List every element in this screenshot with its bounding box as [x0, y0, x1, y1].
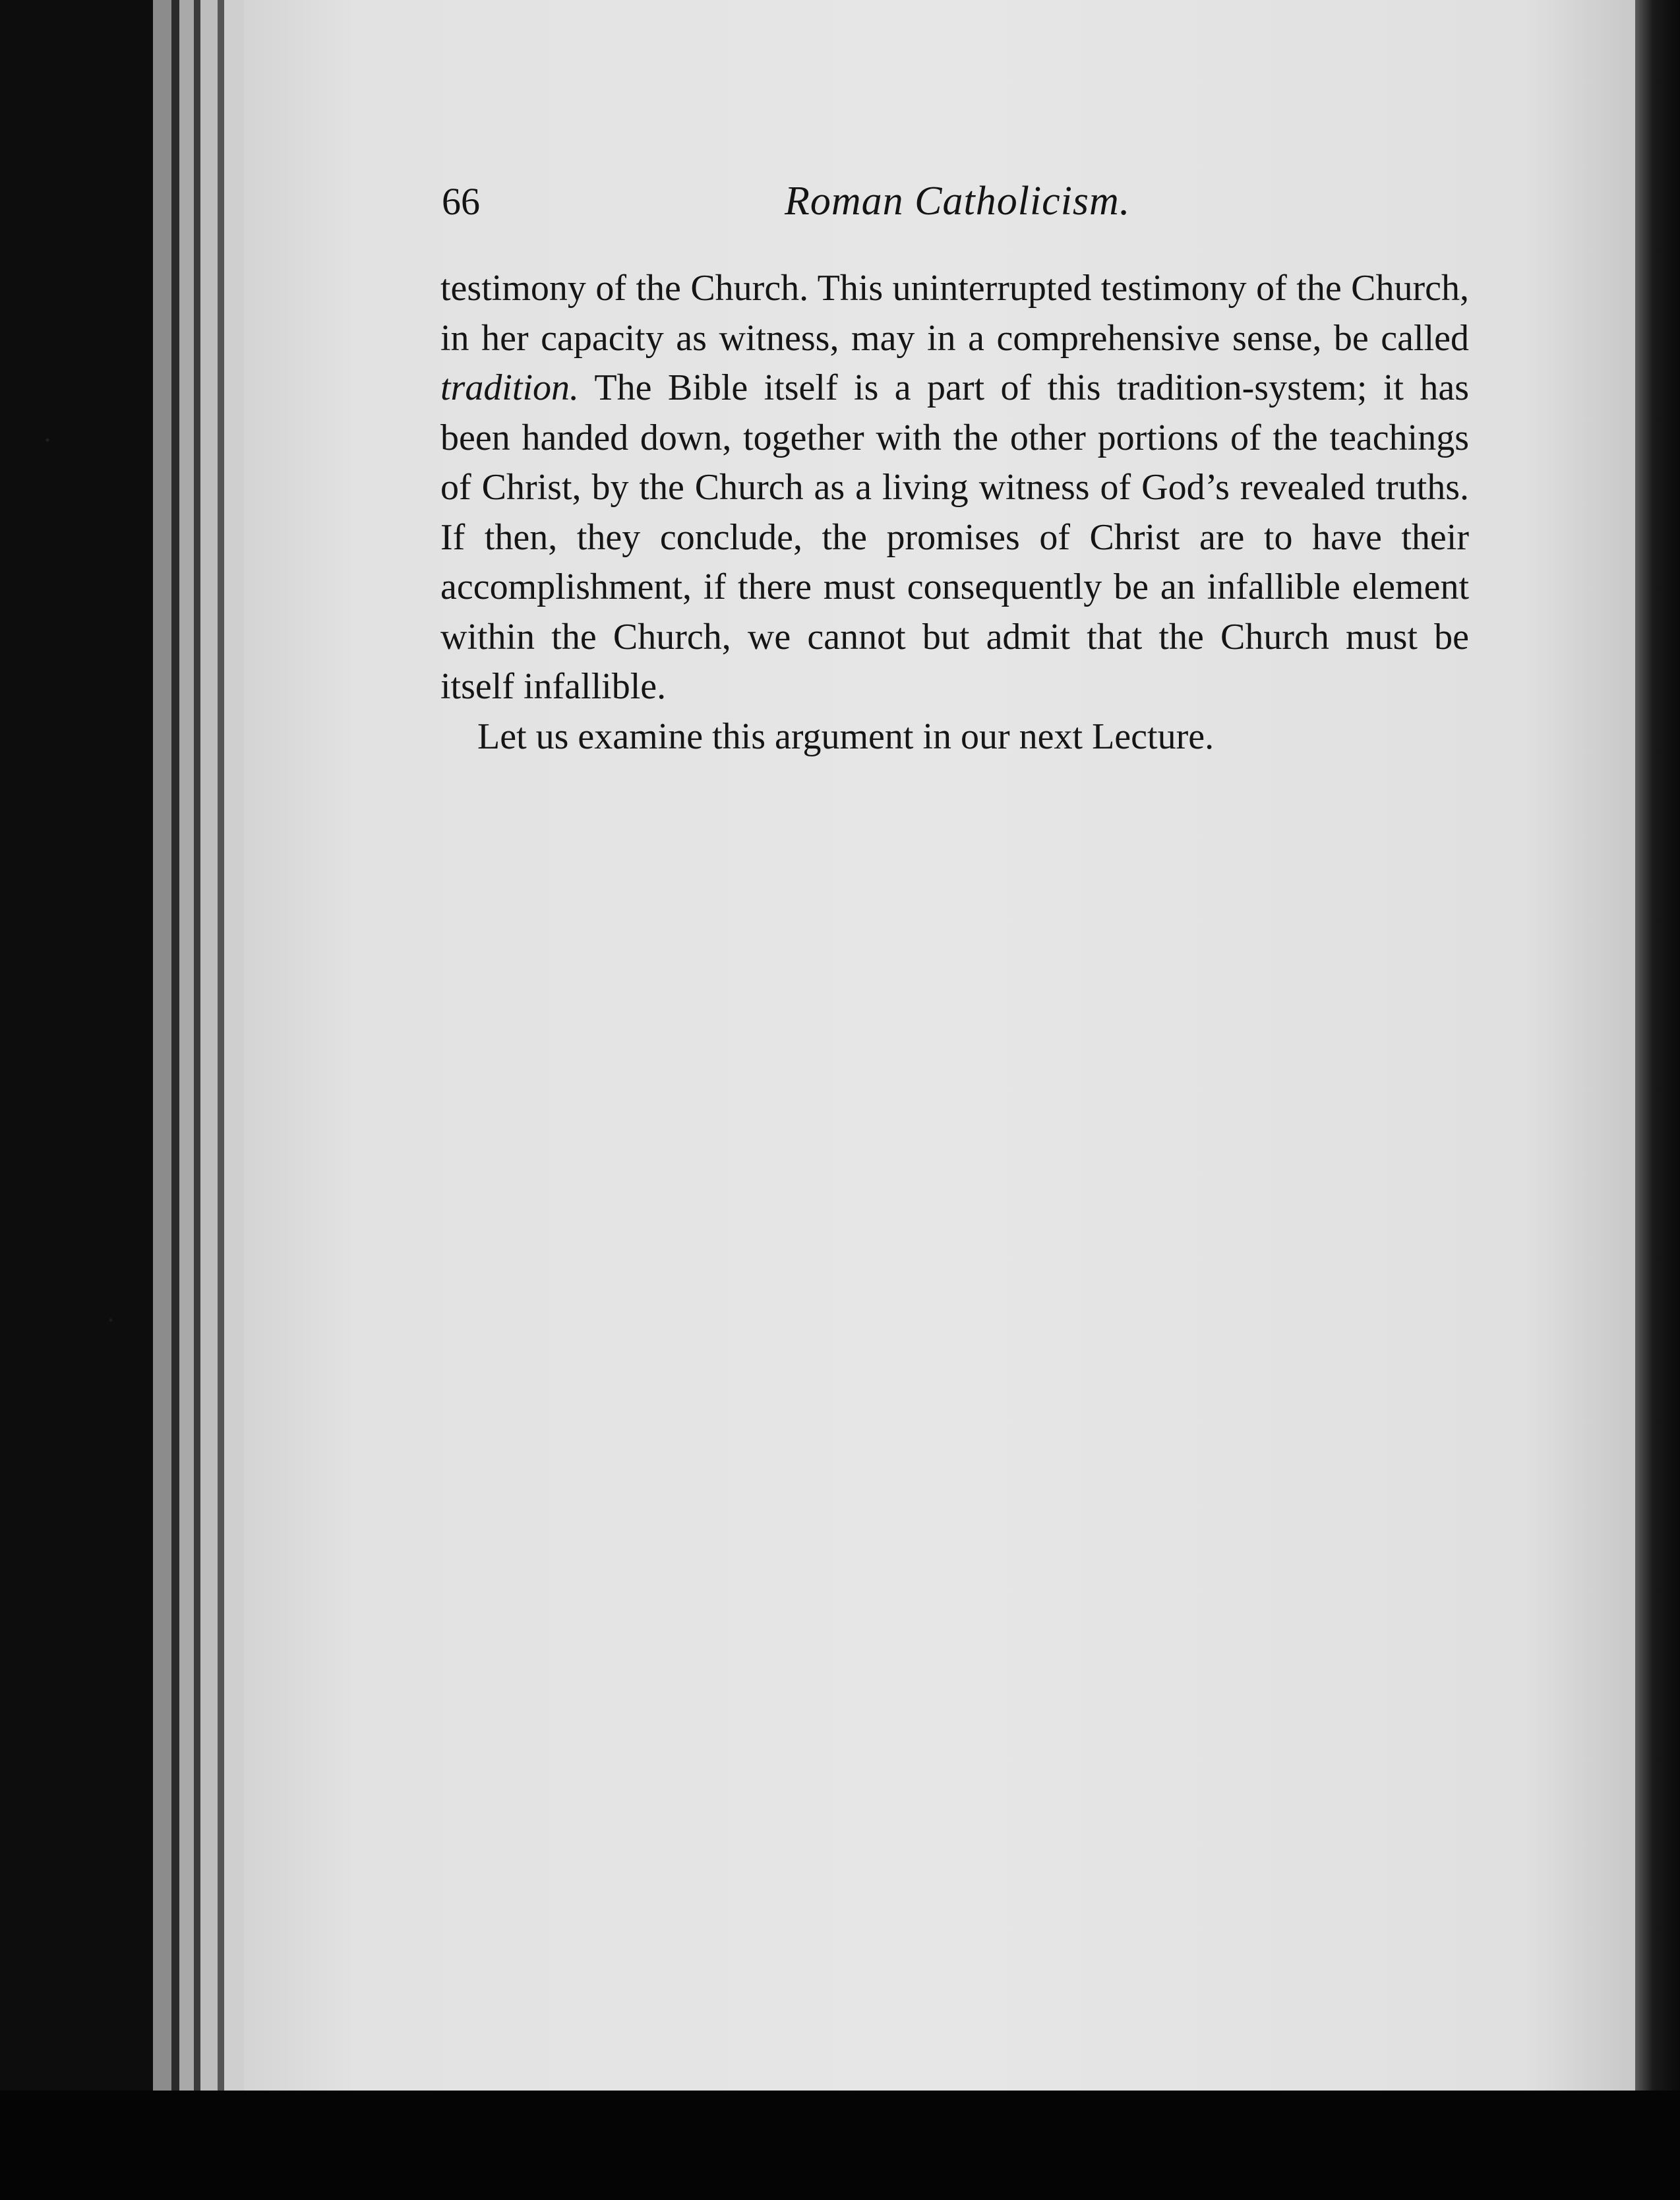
- page-number: 66: [442, 180, 480, 223]
- page-edge-strip: [171, 0, 179, 2091]
- scan-right-margin: [1635, 0, 1680, 2091]
- page-edge-strip: [153, 0, 171, 2091]
- page-edge-strip: [194, 0, 200, 2091]
- scan-left-margin: [0, 0, 158, 2200]
- page-edge-strip: [218, 0, 224, 2091]
- paragraph: Let us examine this argument in our next Lecture.: [477, 716, 1215, 757]
- body-text: [440, 264, 1469, 762]
- paragraph-text: testimony of the Church. This uninterrupted testimony of the Church, in her capacity as witness, may in a comprehensive sense, be called: [440, 268, 1469, 359]
- page-edge-strip: [224, 0, 244, 2091]
- running-head: [442, 173, 1464, 232]
- scan-bottom-margin: [0, 2091, 1680, 2200]
- page-edge-strip: [179, 0, 194, 2091]
- paragraph-text: The Bible itself is a part of this tradition-system; it has been handed down, together with the other portions of the teachings of Christ, by the Church as a living witness of God’s revealed truths. If then, they conclude, the promises of Christ are to have their accomplishment, if there must consequently be an infallible element within the Church, we cannot but admit that the Church must be itself infallible.: [440, 367, 1469, 707]
- page-edge-strip: [200, 0, 218, 2091]
- paragraph: [440, 264, 1469, 712]
- book-page: [244, 0, 1635, 2091]
- running-title: Roman Catholicism.: [785, 179, 1131, 224]
- italic-term: tradition.: [440, 367, 580, 408]
